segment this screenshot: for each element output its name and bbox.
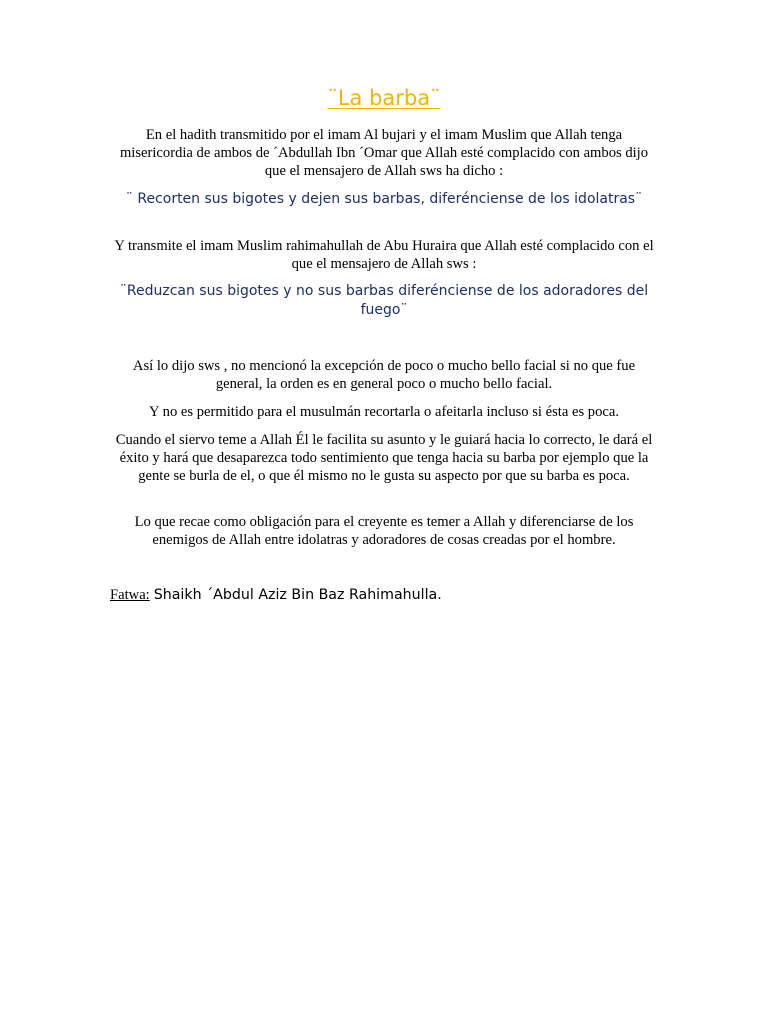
quote-first-hadith: ¨ Recorten sus bigotes y dejen sus barbas, diferénciense de los idolatras¨: [125, 191, 643, 207]
fatwa-label: Fatwa:: [110, 587, 150, 603]
paragraph-general-ruling: Así lo dijo sws , no mencionó la excepción de poco o mucho bello facial si no que fue general, la orden es en general poco o mucho bello facial.: [132, 358, 636, 392]
paragraph-hadith-intro: En el hadith transmitido por el imam Al bujari y el imam Muslim que Allah tenga misericordia de ambos de ´Abdullah Ibn ´Omar que Allah esté complacido con ambos dijo que el mensajero de Allah sws ha dicho :: [119, 127, 649, 179]
quote-second-hadith: ¨Reduzcan sus bigotes y no sus barbas diferénciense de los adoradores del fuego¨: [119, 283, 649, 318]
paragraph-second-narration: Y transmite el imam Muslim rahimahullah de Abu Huraira que Allah esté complacido con el que el mensajero de Allah sws :: [114, 238, 654, 272]
document-title: ¨La barba¨: [327, 86, 441, 110]
paragraph-fear-of-allah: Cuando el siervo teme a Allah Él le facilita su asunto y le guiará hacia lo correcto, le dará el éxito y hará que desaparezca todo sentimiento que tenga hacia su barba por ejemplo que la gente se burla de el, o que él mismo no le gusta su aspecto por que su barba es poca.: [115, 432, 653, 484]
paragraph-obligation: Lo que recae como obligación para el creyente es temer a Allah y diferenciarse de los enemigos de Allah entre idolatras y adoradores de cosas creadas por el hombre.: [134, 514, 634, 548]
paragraph-not-permitted: Y no es permitido para el musulmán recortarla o afeitarla incluso si ésta es poca.: [149, 404, 619, 420]
fatwa-attribution: [110, 586, 658, 604]
fatwa-author: Shaikh ´Abdul Aziz Bin Baz Rahimahulla.: [153, 587, 442, 603]
